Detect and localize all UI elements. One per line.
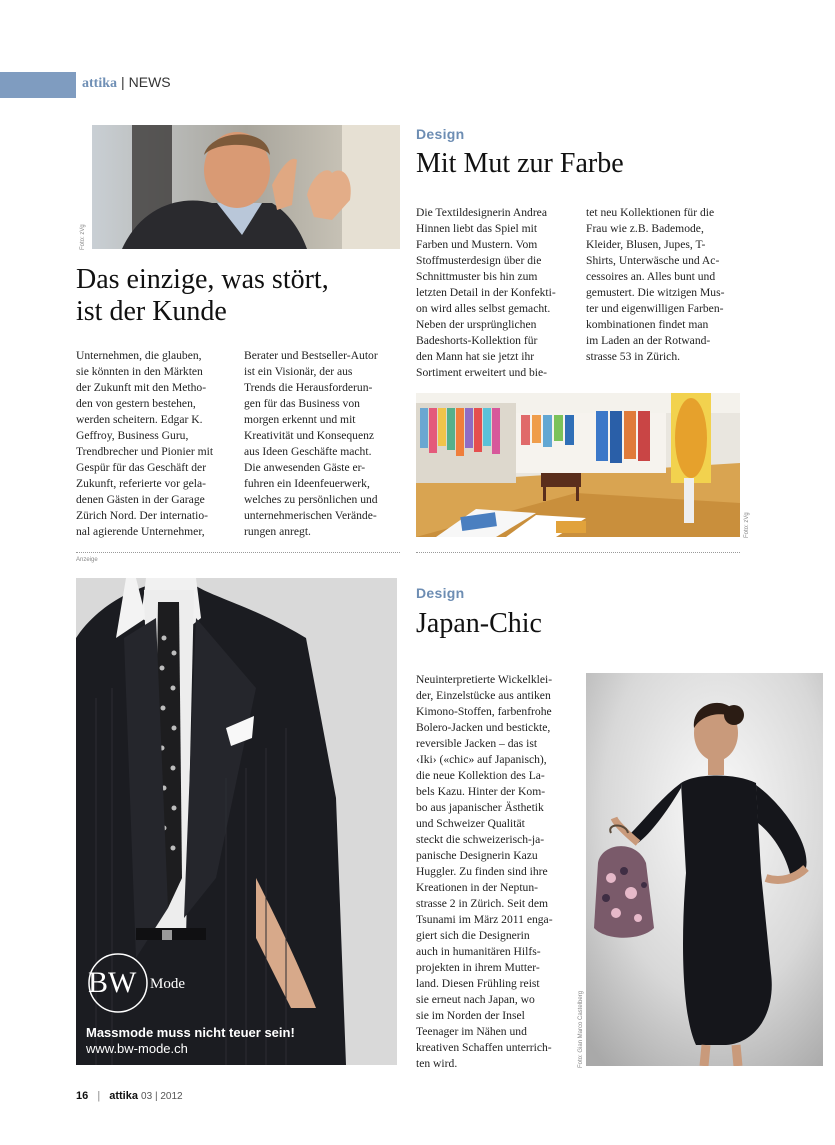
text-line: Trendbrecher und Pionier mit	[76, 445, 214, 458]
text-line: strasse 53 in Zürich.	[586, 350, 681, 363]
text-line: Die Textildesignerin Andrea	[416, 206, 547, 219]
text-line: gen für das Business von	[244, 397, 360, 410]
text-line: reversible Jacken – das ist	[416, 737, 538, 750]
ad-slogan: Massmode muss nicht teuer sein!	[86, 1025, 295, 1040]
text-line: ist ein Visionär, der aus	[244, 365, 353, 378]
text-line: Frau wie z.B. Bademode,	[586, 222, 704, 235]
article1-column-2	[244, 348, 406, 540]
text-line: cessoires an. Alles bunt und	[586, 270, 716, 283]
text-line: land. Diesen Frühling reist	[416, 977, 540, 990]
text-line: Tsunami im März 2011 enga-	[416, 913, 553, 926]
text-line: werden scheitern. Edgar K.	[76, 413, 203, 426]
text-line: giert sich die Designerin	[416, 929, 530, 942]
divider-right	[416, 552, 740, 553]
text-line: Hinnen liebt das Spiel mit	[416, 222, 538, 235]
footer-brand: attika	[109, 1090, 138, 1102]
header-separator: |	[121, 74, 125, 90]
header-section: NEWS	[128, 74, 171, 90]
header-brand: attika	[82, 76, 117, 91]
article3-body	[416, 672, 580, 1072]
text-line: fuhren ein Ideenfeuerwerk,	[244, 477, 370, 490]
text-line: Zürich Nord. Der internatio-	[76, 509, 208, 522]
article2-column-2	[586, 205, 746, 365]
text-line: Shirts, Unterwäsche und Ac-	[586, 254, 720, 267]
article2-kicker: Design	[416, 126, 465, 142]
text-line: Bolero-Jacken und bestickte,	[416, 721, 551, 734]
text-line: Gespür für das Geschäft der	[76, 461, 207, 474]
text-line: on wird alles selbst gemacht.	[416, 302, 551, 315]
text-line: projekten in ihrem Mutter-	[416, 961, 540, 974]
text-line: Sortiment erweitert und bie-	[416, 366, 548, 379]
text-line: Farben und Mustern. Vom	[416, 238, 538, 251]
text-line: Zukunft, referierte vor gela-	[76, 477, 207, 490]
page-footer	[76, 1090, 183, 1102]
text-line: Kleider, Blusen, Jupes, T-	[586, 238, 706, 251]
text-line: Trends die Herausforderun-	[244, 381, 373, 394]
text-line: sie erneut nach Japan, wo	[416, 993, 535, 1006]
text-line: Huggler. Zu finden sind ihre	[416, 865, 548, 878]
section-header	[82, 74, 171, 92]
text-line: Kreativität und Konsequenz	[244, 429, 375, 442]
photo-credit-model: Foto: Gian Marco Castelberg	[578, 990, 584, 1068]
ad-url[interactable]: www.bw-mode.ch	[86, 1041, 188, 1056]
text-line: unternehmerischen Verände-	[244, 509, 377, 522]
text-line: und Schweizer Qualität	[416, 817, 525, 830]
header-color-bar	[0, 72, 76, 98]
text-line: Geffroy, Business Guru,	[76, 429, 189, 442]
text-line: den Mann hat sie jetzt ihr	[416, 350, 535, 363]
text-line: nal agierende Unternehmer,	[76, 525, 205, 538]
ad-logo: BW	[88, 966, 137, 999]
text-line: gemustert. Die witzigen Mus-	[586, 286, 725, 299]
text-line: auch in humanitären Hilfs-	[416, 945, 541, 958]
text-line: Neben der ursprünglichen	[416, 318, 537, 331]
ad-label: Anzeige	[76, 557, 98, 563]
text-line: den von gestern bestehen,	[76, 397, 196, 410]
text-line: ter und eigenwilligen Farben-	[586, 302, 724, 315]
text-line: panische Designerin Kazu	[416, 849, 538, 862]
text-line: Berater und Bestseller-Autor	[244, 349, 378, 362]
text-line: kreativen Schaffen unterrich-	[416, 1041, 552, 1054]
article1-headline-line1: Das einzige, was stört,	[76, 264, 329, 295]
text-line: bels Kazu. Hinter der Kom-	[416, 785, 546, 798]
text-line: morgen erkennt und mit	[244, 413, 356, 426]
article1-headline-line2: ist der Kunde	[76, 296, 227, 327]
article3-kicker: Design	[416, 585, 465, 601]
photo-credit-speaker: Foto: zVg	[80, 224, 86, 250]
text-line: rungen anregt.	[244, 525, 311, 538]
text-line: tet neu Kollektionen für die	[586, 206, 715, 219]
text-line: aus Ideen Geschäfte macht.	[244, 445, 372, 458]
text-line: Schnittmuster bis hin zum	[416, 270, 538, 283]
text-line: der, Einzelstücke aus antiken	[416, 689, 551, 702]
ad-logo-suffix: Mode	[150, 976, 185, 992]
text-line: kombinationen findet man	[586, 318, 709, 331]
footer-issue: 03 | 2012	[141, 1091, 183, 1102]
page-number: 16	[76, 1090, 89, 1102]
article3-headline: Japan-Chic	[416, 608, 542, 639]
text-line: der Zukunft mit den Metho-	[76, 381, 207, 394]
text-line: strasse 2 in Zürich. Seit dem	[416, 897, 549, 910]
text-line: bo aus japanischer Ästhetik	[416, 801, 544, 814]
text-line: Unternehmen, die glauben,	[76, 349, 202, 362]
text-line: die neue Kollektion des La-	[416, 769, 545, 782]
article1-headline	[76, 264, 406, 328]
text-line: Kimono-Stoffen, farbenfrohe	[416, 705, 552, 718]
text-line: im Laden an der Rotwand-	[586, 334, 711, 347]
text-line: steckt die schweizerisch-ja-	[416, 833, 545, 846]
text-line: denen Gästen in der Garage	[76, 493, 205, 506]
store-photo	[416, 393, 740, 537]
text-line: welches zu persönlichen und	[244, 493, 378, 506]
text-line: Die anwesenden Gäste er-	[244, 461, 366, 474]
text-line: sie im Norden der Insel	[416, 1009, 525, 1022]
model-photo	[586, 673, 823, 1066]
speaker-photo	[92, 125, 400, 249]
footer-separator: |	[97, 1090, 101, 1102]
text-line: sie könnten in den Märkten	[76, 365, 203, 378]
text-line: Neuinterpretierte Wickelklei-	[416, 673, 553, 686]
divider-left	[76, 552, 400, 553]
text-line: ‹Iki› («chic» auf Japanisch),	[416, 753, 547, 766]
text-line: Badeshorts-Kollektion für	[416, 334, 538, 347]
article2-column-1	[416, 205, 576, 381]
text-line: Stoffmusterdesign über die	[416, 254, 542, 267]
photo-credit-store: Foto: zVg	[744, 512, 750, 538]
text-line: Teenager im Nähen und	[416, 1025, 527, 1038]
article1-column-1	[76, 348, 241, 540]
text-line: Kreationen in der Neptun-	[416, 881, 539, 894]
text-line: ten wird.	[416, 1057, 458, 1070]
article2-headline: Mit Mut zur Farbe	[416, 148, 624, 179]
text-line: letzten Detail in der Konfekti-	[416, 286, 556, 299]
ad-bw-mode[interactable]	[76, 578, 397, 1065]
